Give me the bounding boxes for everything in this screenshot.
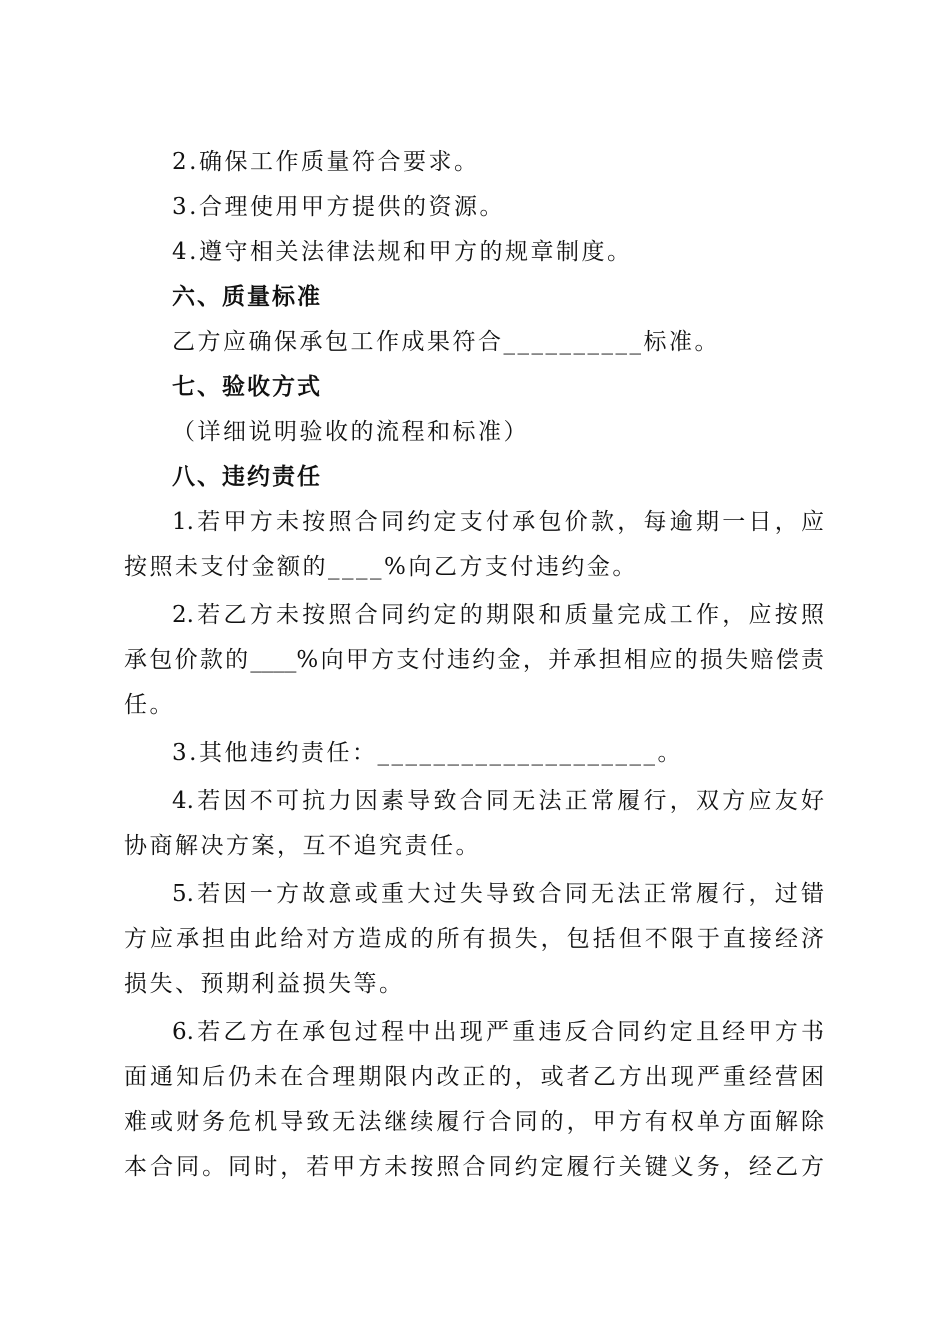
paragraph: （详细说明验收的流程和标准） (172, 419, 529, 445)
paragraph-line: 难或财务危机导致无法继续履行合同的，甲方有权单方面解除 (124, 1109, 824, 1135)
section-heading-acceptance: 七、验收方式 (172, 374, 322, 400)
paragraph-line: 面通知后仍未在合理期限内改正的，或者乙方出现严重经营困 (124, 1064, 824, 1090)
paragraph-line: 1.若甲方未按照合同约定支付承包价款，每逾期一日，应 (172, 509, 824, 535)
paragraph-line: 协商解决方案，互不追究责任。 (124, 833, 481, 859)
list-item: 4.遵守相关法律法规和甲方的规章制度。 (172, 239, 633, 265)
paragraph-line: 5.若因一方故意或重大过失导致合同无法正常履行，过错 (172, 881, 824, 907)
paragraph-line: 按照未支付金额的____%向乙方支付违约金。 (124, 554, 638, 580)
paragraph-line: 承包价款的____%向甲方支付违约金，并承担相应的损失赔偿责 (124, 647, 824, 673)
paragraph-line: 本合同。同时，若甲方未按照合同约定履行关键义务，经乙方 (124, 1154, 824, 1180)
document-page (124, 140, 824, 1190)
paragraph-line: 4.若因不可抗力因素导致合同无法正常履行，双方应友好 (172, 788, 824, 814)
list-item: 2.确保工作质量符合要求。 (172, 149, 480, 175)
paragraph-line: 方应承担由此给对方造成的所有损失，包括但不限于直接经济 (124, 926, 824, 952)
section-heading-quality: 六、质量标准 (172, 284, 322, 310)
paragraph: 乙方应确保承包工作成果符合__________标准。 (172, 329, 720, 355)
paragraph-line: 3.其他违约责任：____________________。 (172, 740, 683, 766)
paragraph-line: 损失、预期利益损失等。 (124, 971, 405, 997)
paragraph-line: 2.若乙方未按照合同约定的期限和质量完成工作，应按照 (172, 602, 824, 628)
list-item: 3.合理使用甲方提供的资源。 (172, 194, 505, 220)
paragraph-line: 6.若乙方在承包过程中出现严重违反合同约定且经甲方书 (172, 1019, 824, 1045)
paragraph-line: 任。 (124, 692, 175, 718)
section-heading-liability: 八、违约责任 (172, 464, 322, 490)
